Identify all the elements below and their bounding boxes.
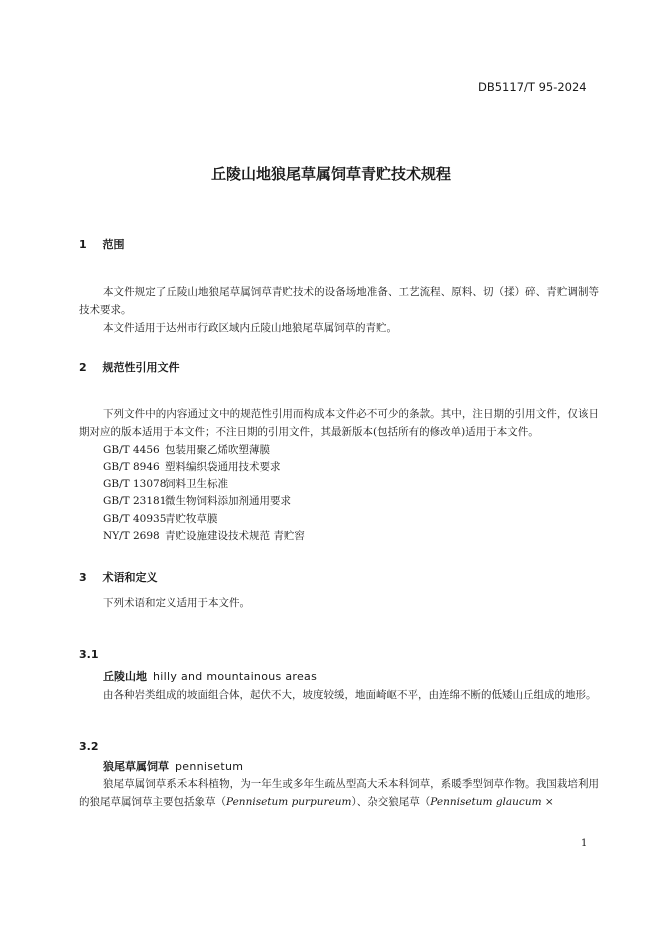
term-3-2	[103, 758, 243, 774]
term-3-1	[103, 668, 317, 684]
reference-name: 包装用聚乙烯吹塑薄膜	[165, 444, 270, 456]
definition-text: 狼尾草属饲草系禾本科植物，为一年生或多年生疏丛型高大禾本科饲草，系暖季型饲草作物。我国栽培利用的狼尾草属饲草主要包括象草（	[79, 778, 599, 808]
reference-name: 青贮设施建设技术规范 青贮窖	[165, 530, 305, 542]
latin-name: Pennisetum purpureum	[226, 796, 352, 808]
section-3-heading	[79, 569, 158, 585]
reference-item	[103, 527, 305, 545]
reference-name: 饲料卫生标准	[165, 478, 228, 490]
section-number: 1	[79, 238, 87, 251]
scope-paragraph-1: 本文件规定了丘陵山地狼尾草属饲草青贮技术的设备场地准备、工艺流程、原料、切（揉）碎、青贮调制等技术要求。	[79, 286, 599, 316]
term-3-1-definition: 由各种岩类组成的坡面组合体，起伏不大，坡度较缓，地面崎岖不平，由连绵不断的低矮山丘组成的地形。	[103, 689, 597, 701]
reference-code: NY/T 2698	[103, 530, 160, 542]
latin-name: Pennisetum glaucum	[430, 796, 542, 808]
reference-code: GB/T 8946	[103, 461, 160, 473]
reference-item	[103, 458, 281, 476]
section-2-heading	[79, 359, 180, 375]
section-number: 2	[79, 361, 87, 374]
definition-text: ×	[541, 796, 554, 808]
reference-item	[103, 510, 218, 528]
section-title: 术语和定义	[102, 571, 158, 584]
definition-text: ）、杂交狼尾草（	[351, 796, 431, 808]
term-chinese: 狼尾草属饲草	[103, 760, 169, 773]
reference-code: GB/T 13078	[103, 478, 167, 490]
term-3-2-definition	[79, 775, 599, 811]
reference-item	[103, 475, 228, 493]
reference-code: GB/T 23181	[103, 495, 167, 507]
refs-intro-paragraph: 下列文件中的内容通过文中的规范性引用而构成本文件必不可少的条款。其中，注日期的引用文件，仅该日期对应的版本适用于本文件；不注日期的引用文件，其最新版本(包括所有的修改单)适用于本文件。	[79, 408, 599, 438]
document-code: DB5117/T 95-2024	[478, 80, 587, 94]
section-1-heading	[79, 236, 125, 252]
terms-intro-paragraph: 下列术语和定义适用于本文件。	[103, 597, 250, 609]
term-number: 3.2	[79, 740, 99, 753]
scope-paragraph-2: 本文件适用于达州市行政区域内丘陵山地狼尾草属饲草的青贮。	[103, 322, 397, 334]
section-number: 3	[79, 571, 87, 584]
term-chinese: 丘陵山地	[103, 670, 147, 683]
reference-item	[103, 492, 291, 510]
section-title: 规范性引用文件	[102, 361, 180, 374]
term-number: 3.1	[79, 648, 99, 661]
reference-item	[103, 441, 270, 459]
reference-code: GB/T 40935	[103, 513, 167, 525]
term-english: pennisetum	[175, 760, 244, 773]
section-title: 范围	[102, 238, 125, 251]
reference-name: 微生物饲料添加剂通用要求	[165, 495, 291, 507]
term-english: hilly and mountainous areas	[153, 670, 318, 683]
page-number: 1	[581, 838, 588, 849]
reference-name: 青贮牧草膜	[165, 513, 218, 525]
reference-code: GB/T 4456	[103, 444, 160, 456]
reference-name: 塑料编织袋通用技术要求	[165, 461, 281, 473]
document-title: 丘陵山地狼尾草属饲草青贮技术规程	[210, 165, 451, 183]
